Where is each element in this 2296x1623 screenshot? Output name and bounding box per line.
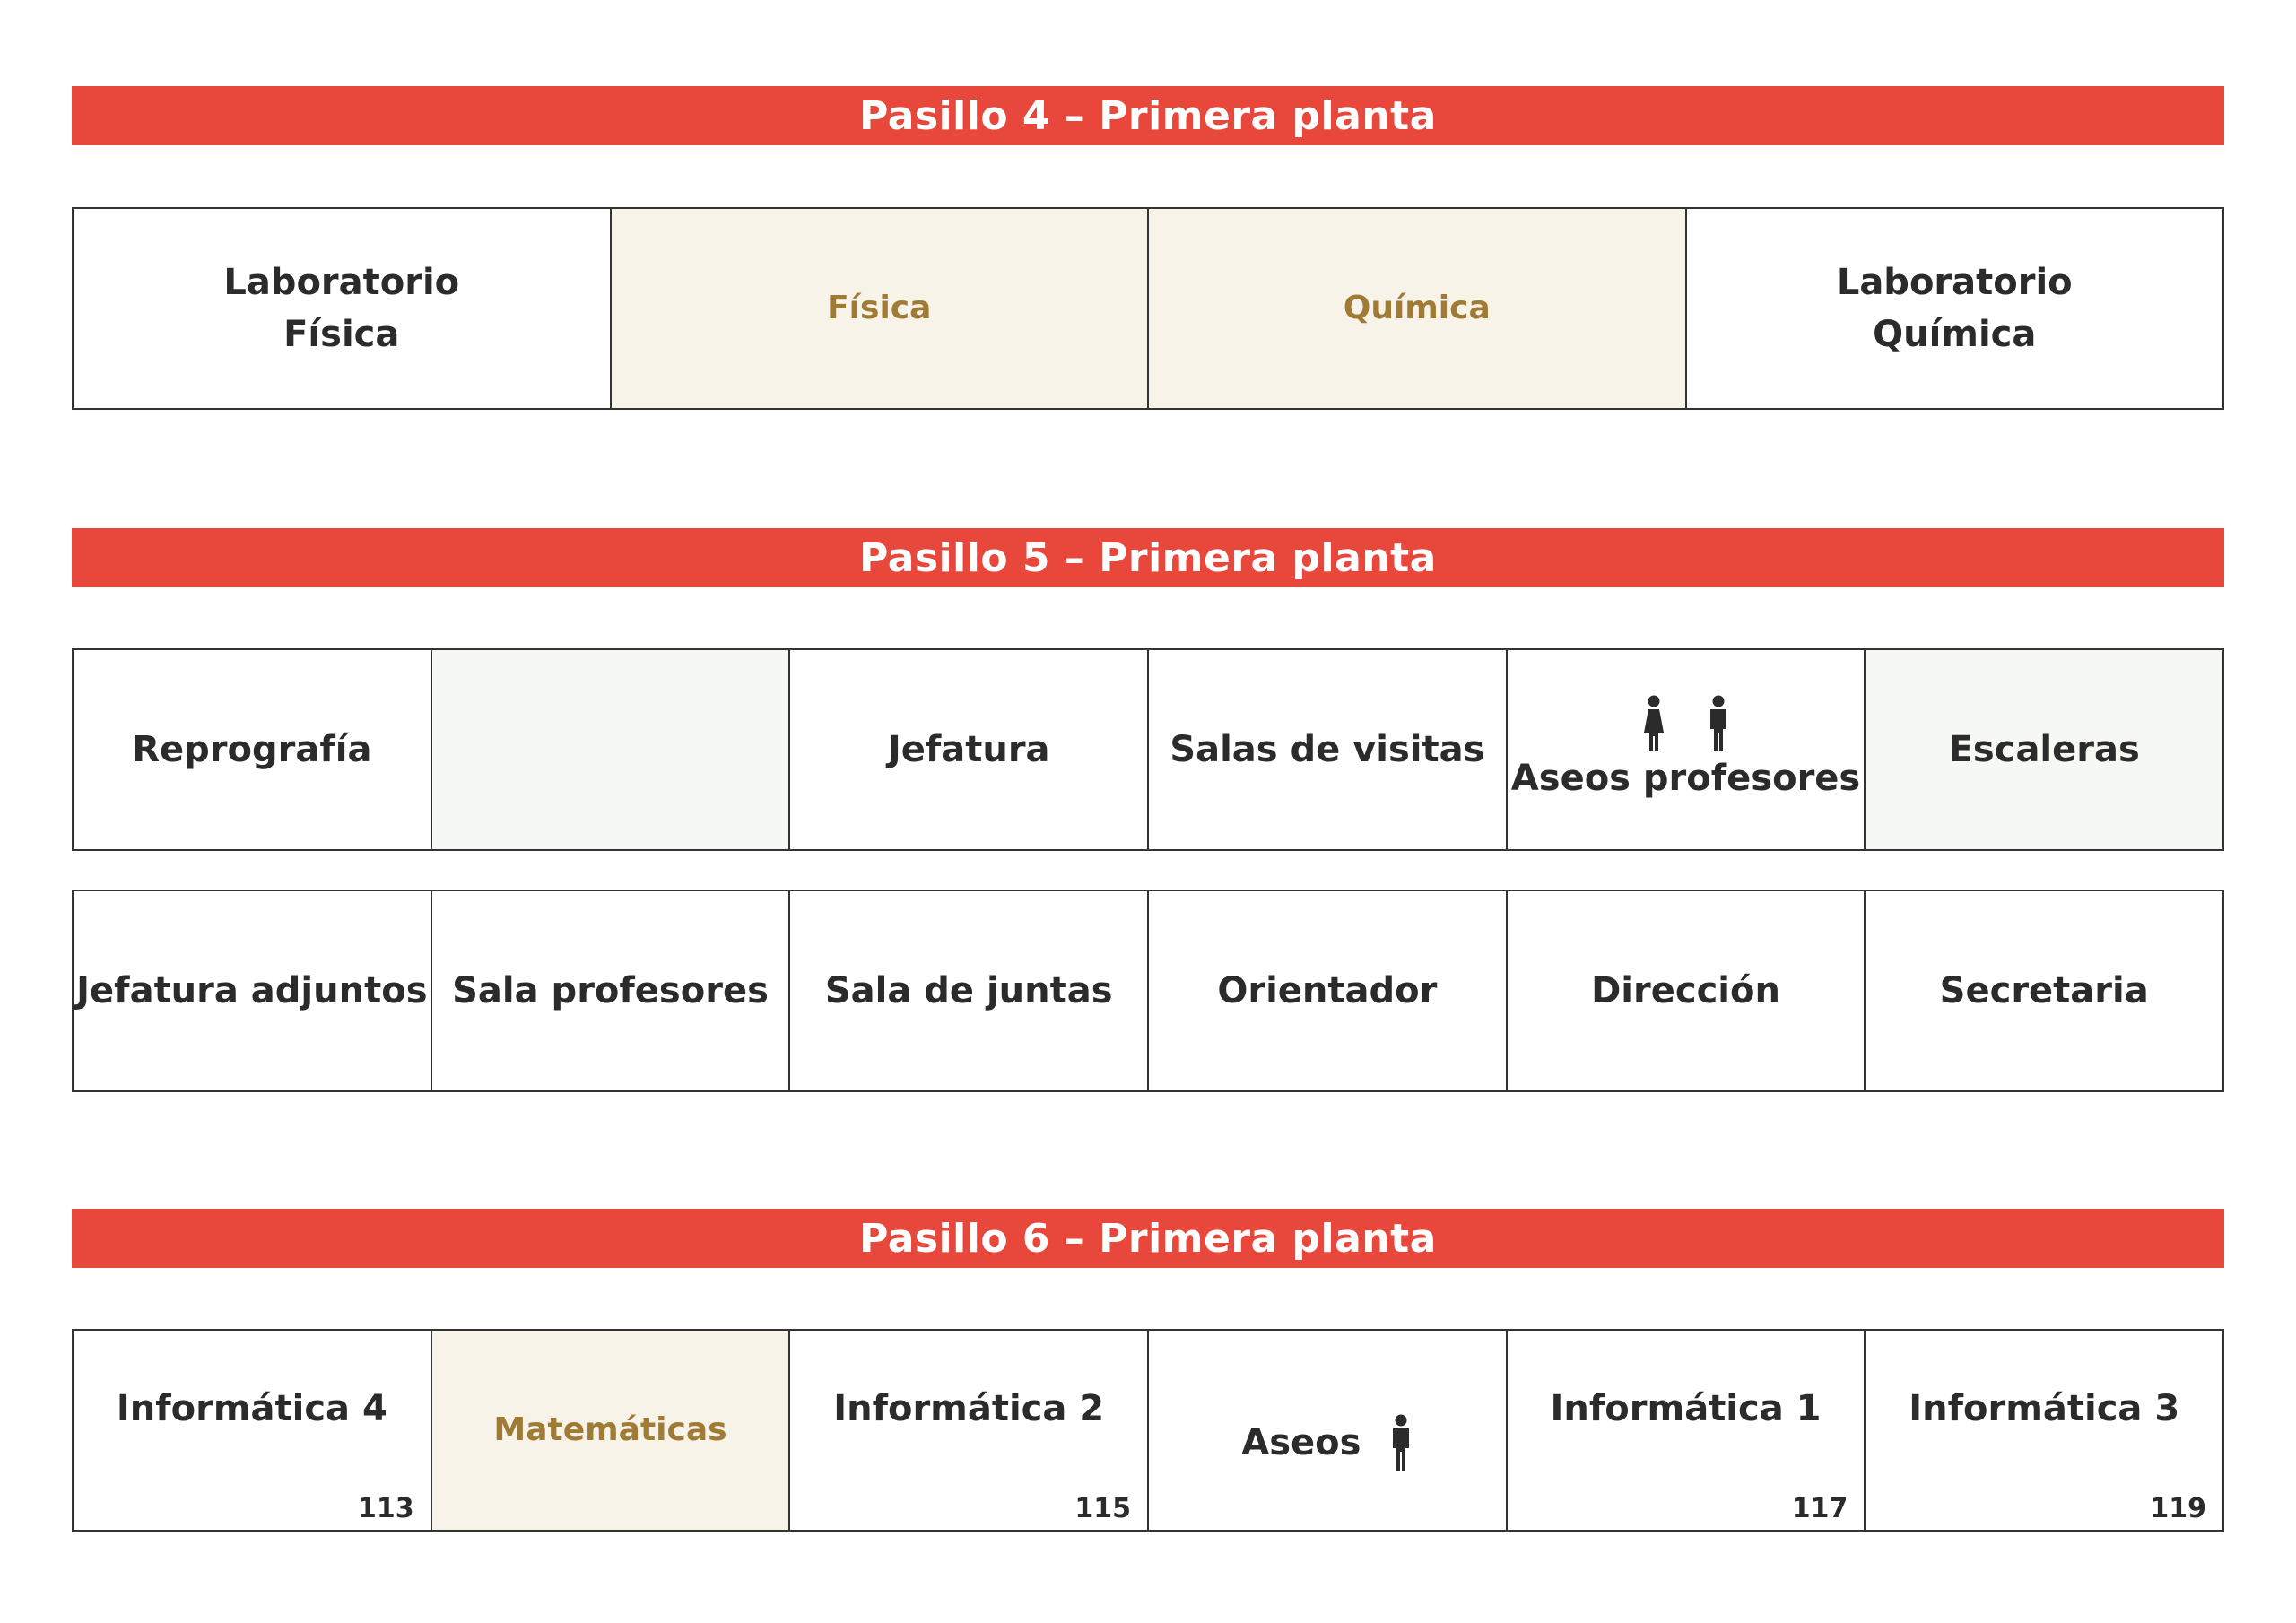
room-label: Reprografía — [132, 729, 372, 770]
room-label-line1: Laboratorio — [1836, 262, 2073, 303]
room-aseos-profesores[interactable] — [1508, 650, 1866, 849]
room-label: Informática 3 — [1909, 1388, 2180, 1429]
room-empty — [432, 650, 791, 849]
department-quimica[interactable] — [1149, 209, 1687, 408]
room-label: Orientador — [1217, 970, 1438, 1011]
woman-icon — [1642, 695, 1665, 752]
room-aseos[interactable] — [1149, 1331, 1508, 1530]
room-label: Escaleras — [1948, 729, 2140, 770]
room-label: Aseos — [1241, 1422, 1361, 1463]
room-label: Salas de visitas — [1170, 729, 1485, 770]
pasillo-5-rooms-top — [72, 648, 2224, 851]
room-informatica-1[interactable] — [1508, 1331, 1866, 1530]
room-jefatura[interactable] — [790, 650, 1149, 849]
room-label: Dirección — [1591, 970, 1780, 1011]
room-informatica-2[interactable] — [790, 1331, 1149, 1530]
department-label: Matemáticas — [493, 1410, 727, 1448]
room-jefatura-adjuntos[interactable] — [74, 891, 432, 1090]
room-label: Aseos profesores — [1510, 758, 1861, 799]
room-informatica-3[interactable] — [1866, 1331, 2222, 1530]
room-label: Sala de juntas — [824, 970, 1113, 1011]
department-fisica[interactable] — [612, 209, 1150, 408]
room-number: 113 — [358, 1493, 414, 1524]
room-laboratorio-fisica[interactable] — [74, 209, 612, 408]
room-direccion[interactable] — [1508, 891, 1866, 1090]
pasillo-4-rooms — [72, 207, 2224, 410]
room-sala-profesores[interactable] — [432, 891, 791, 1090]
room-label-line2: Química — [1873, 314, 2037, 355]
pasillo-6-title: Pasillo 6 – Primera planta — [72, 1209, 2224, 1268]
room-number: 119 — [2150, 1493, 2207, 1524]
room-label: Jefatura — [887, 729, 1050, 770]
room-reprografia[interactable] — [74, 650, 432, 849]
room-sala-de-juntas[interactable] — [790, 891, 1149, 1090]
room-label: Jefatura adjuntos — [76, 970, 428, 1011]
room-label-line1: Laboratorio — [223, 262, 460, 303]
room-orientador[interactable] — [1149, 891, 1508, 1090]
room-informatica-4[interactable] — [74, 1331, 432, 1530]
man-icon — [1389, 1414, 1413, 1471]
man-icon — [1707, 695, 1730, 752]
room-label: Informática 1 — [1550, 1388, 1822, 1429]
room-label: Secretaria — [1939, 970, 2149, 1011]
room-salas-de-visitas[interactable] — [1149, 650, 1508, 849]
room-escaleras[interactable] — [1866, 650, 2222, 849]
room-secretaria[interactable] — [1866, 891, 2222, 1090]
department-matematicas[interactable] — [432, 1331, 791, 1530]
pasillo-4-title: Pasillo 4 – Primera planta — [72, 86, 2224, 145]
department-label: Química — [1343, 289, 1491, 326]
room-number: 115 — [1074, 1493, 1132, 1524]
room-label: Informática 4 — [116, 1388, 387, 1429]
pasillo-5-title: Pasillo 5 – Primera planta — [72, 528, 2224, 587]
room-label-line2: Física — [283, 314, 400, 355]
room-number: 117 — [1791, 1493, 1848, 1524]
department-label: Física — [827, 289, 932, 326]
pasillo-6-rooms — [72, 1329, 2224, 1532]
room-laboratorio-quimica[interactable] — [1687, 209, 2223, 408]
room-label: Sala profesores — [452, 970, 769, 1011]
room-label: Informática 2 — [833, 1388, 1105, 1429]
pasillo-5-rooms-bottom — [72, 890, 2224, 1092]
